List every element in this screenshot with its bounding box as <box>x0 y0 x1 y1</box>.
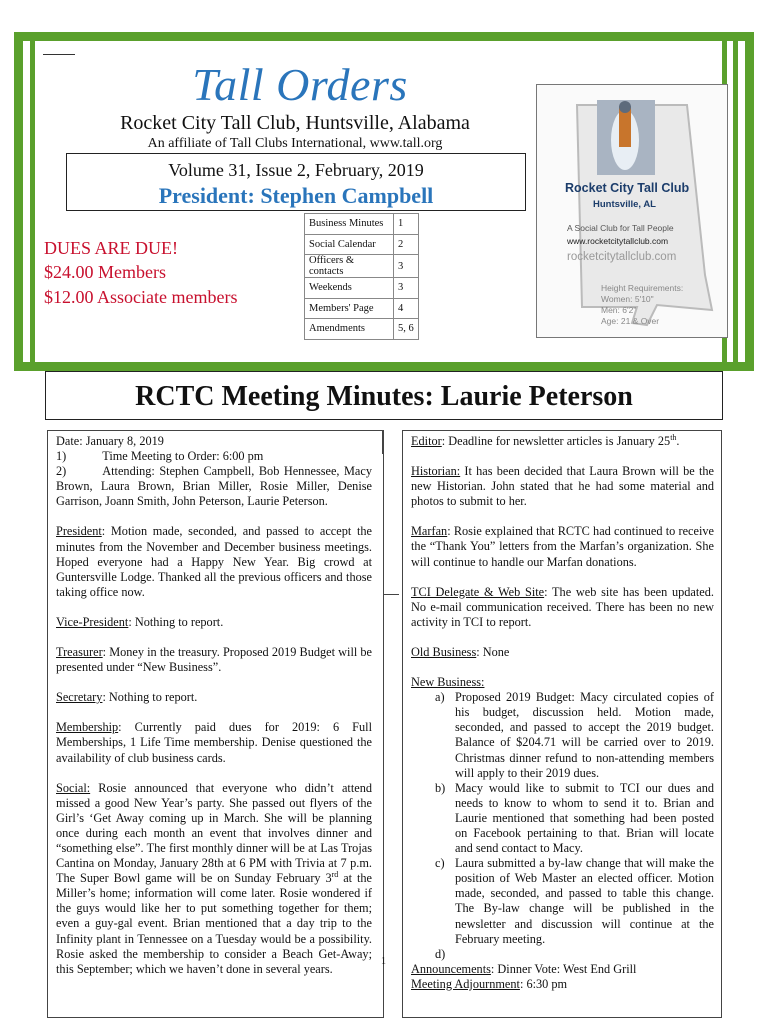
secretary-text: : Nothing to report. <box>102 690 198 705</box>
social-text: Rosie announced that everyone who didn’t attend missed a good New Year’s party. She passed out flyers of the Girl’s ‘Get Away coming up in March. She will be planning once during each month an event that involves dinner and “something else”. The first monthly dinner will be at Las Trojas Cantina on Monday, January 28th at 6 PM with Trivia at 7 p.m. The Super Bowl game will be on Sunday February 3 <box>56 780 372 886</box>
announcements <box>411 962 714 977</box>
social-report <box>56 781 372 977</box>
toc-row <box>305 298 419 319</box>
ad-requirements-title: Height Requirements: <box>601 283 684 293</box>
toc-row <box>305 255 419 278</box>
secretary-label: Secretary <box>56 690 103 705</box>
toc-row <box>305 214 419 235</box>
new-business-label: New Business: <box>411 675 485 690</box>
old-business <box>411 645 714 660</box>
president-report <box>56 524 372 599</box>
club-ad-image <box>536 84 728 338</box>
president-line: President: Stephen Campbell <box>158 183 434 208</box>
social-superscript: rd <box>331 870 339 880</box>
ad-url-large: rocketcitytallclub.com <box>567 251 677 263</box>
agenda-item-2-number: 2) <box>56 464 67 479</box>
vp-text: : Nothing to report. <box>128 614 224 629</box>
editor-end: . <box>676 434 680 448</box>
announcements-text: : Dinner Vote: West End Grill <box>490 961 637 976</box>
treasurer-text: : Money in the treasury. Proposed 2019 Budget will be presented under “New Business”. <box>56 645 372 675</box>
right-column <box>411 434 714 992</box>
left-column <box>56 434 372 977</box>
vp-report <box>56 615 372 630</box>
club-subtitle: Rocket City Tall Club, Huntsville, Alabama <box>120 112 470 134</box>
toc-name: Weekends <box>305 278 394 299</box>
ad-requirement-age: Age: 21 & Over <box>601 316 660 326</box>
adjournment-label: Meeting Adjournment <box>411 976 520 991</box>
ad-city: Huntsville, AL <box>593 199 656 210</box>
president-label: President <box>56 524 102 539</box>
new-business <box>411 675 714 690</box>
president-text: : Motion made, seconded, and passed to accept the minutes from the November and December business meetings. Hoped everyone had a Happy New Year. Big crowd at Guntersville Lodge. Thanked all the previous officers and those taking office now. <box>56 524 372 599</box>
toc-page: 4 <box>394 298 419 319</box>
toc-name: Members' Page <box>305 298 394 319</box>
editor-superscript: th <box>670 432 677 442</box>
adjournment-text: : 6:30 pm <box>519 976 568 991</box>
list-item-letter: a) <box>435 690 445 705</box>
historian-report <box>411 464 714 509</box>
rocket-icon <box>597 100 655 175</box>
marfan-report <box>411 524 714 569</box>
volume-line: Volume 31, Issue 2, February, 2019 <box>168 160 424 180</box>
marfan-label: Marfan <box>411 524 448 539</box>
toc-name: Business Minutes <box>305 214 394 235</box>
toc-page: 1 <box>394 214 419 235</box>
agenda-item-1 <box>56 449 372 464</box>
ad-url-small: www.rocketcitytallclub.com <box>567 236 669 246</box>
membership-text: : Currently paid dues for 2019: 6 Full Memberships, 1 Life Time membership. Denise questioned the availability of club business cards. <box>56 720 372 765</box>
masthead-right-stripe-1 <box>733 41 738 362</box>
toc-row <box>305 234 419 255</box>
tci-report <box>411 585 714 630</box>
dues-associate: $12.00 Associate members <box>44 287 238 307</box>
dues-members: $24.00 Members <box>44 262 166 282</box>
column-divider-top <box>382 430 384 454</box>
toc-row <box>305 319 419 340</box>
social-label: Social: <box>56 780 91 795</box>
affiliate-line: An affiliate of Tall Clubs International, www.tall.org <box>147 136 443 151</box>
toc-page: 3 <box>394 255 419 278</box>
table-of-contents <box>304 213 419 340</box>
membership-label: Membership <box>56 720 119 735</box>
new-business-list <box>411 690 714 962</box>
toc-page: 2 <box>394 234 419 255</box>
social-text-continued: at the Miller’s home; information will come later. Rosie wondered if the guys would like her to put something together for them; even a guy-gal event. Brian mentioned that a day trip to the Infinity plant in Tennessee on a Tuesday would be a possibility. Rosie asked the membership to consider a Beach Get-Away; this September; which we haven’t done in several years. <box>56 871 373 976</box>
list-item <box>435 690 714 781</box>
toc-name: Amendments <box>305 319 394 340</box>
editor-label: Editor <box>411 434 442 448</box>
list-item <box>435 780 714 856</box>
ad-tagline: A Social Club for Tall People <box>567 223 674 233</box>
historian-label: Historian: <box>411 464 461 479</box>
old-business-label: Old Business <box>411 644 477 659</box>
list-item-text: Macy would like to submit to TCI our dues and needs to know to whom to send it to. Brian and Laurie mentioned that something had been posted on Facebook pertaining to that. Brian will locate and send contact to Macy. <box>455 780 714 856</box>
membership-report <box>56 720 372 765</box>
vp-label: Vice-President <box>56 614 129 629</box>
ad-club-name: Rocket City Tall Club <box>565 181 690 195</box>
toc-row <box>305 278 419 299</box>
list-item-letter: c) <box>435 856 445 871</box>
announcements-label: Announcements <box>411 961 491 976</box>
masthead-left-stripe <box>30 41 35 362</box>
page-number: 1 <box>381 956 386 967</box>
dues-heading: DUES ARE DUE! <box>44 238 178 258</box>
agenda-item-2-text: Attending: Stephen Campbell, Bob Hennessee, Macy Brown, Laura Brown, Brian Miller, Rosie Miller, Denise Garrison, Joann Smith, John Peterson, Laurie Peterson. <box>56 464 372 509</box>
marfan-text: : Rosie explained that RCTC had continued to receive the “Thank You” letters from the Marfan’s organization. She will continue to handle our Marfan donations. <box>411 524 714 569</box>
agenda-item-2 <box>56 464 372 509</box>
masthead-right-border <box>745 32 754 371</box>
historian-text: It has been decided that Laura Brown will be the new Historian. John stated that he had some material and photos to submit to her. <box>411 464 714 509</box>
treasurer-label: Treasurer <box>56 645 103 660</box>
list-item-letter: d) <box>435 946 446 961</box>
masthead-left-border <box>14 32 23 371</box>
toc-name: Social Calendar <box>305 234 394 255</box>
tci-label: TCI Delegate & Web Site <box>411 584 545 599</box>
list-item <box>435 946 714 962</box>
secretary-report <box>56 690 372 705</box>
editor-report <box>411 434 714 449</box>
list-item-letter: b) <box>435 780 446 795</box>
toc-page: 3 <box>394 278 419 299</box>
ad-requirement-women: Women: 5'10" <box>601 294 654 304</box>
list-item-text: Proposed 2019 Budget: Macy circulated copies of his budget, discussion held. Motion made, seconded, and passed to accept the 2019 budget. Balance of $204.71 will be carried over to 2019. Christmas dinner refund to non-attending members will apply to their 2019 dues. <box>455 690 714 780</box>
column-divider-tick <box>383 594 399 595</box>
masthead-top-border <box>14 32 754 41</box>
masthead-bottom-border <box>14 362 754 371</box>
minutes-heading: RCTC Meeting Minutes: Laurie Peterson <box>45 371 723 420</box>
treasurer-report <box>56 645 372 675</box>
editor-text: : Deadline for newsletter articles is January 25 <box>441 434 671 448</box>
agenda-item-1-text: Time Meeting to Order: 6:00 pm <box>102 449 264 464</box>
toc-name: Officers & contacts <box>305 255 394 278</box>
old-business-text: : None <box>476 644 510 659</box>
corner-rule <box>43 54 75 55</box>
ad-requirement-men: Men: 6'2" <box>601 305 637 315</box>
agenda-item-1-number: 1) <box>56 449 67 464</box>
meeting-date: Date: January 8, 2019 <box>56 434 164 448</box>
adjournment <box>411 977 714 992</box>
list-item <box>435 856 714 947</box>
toc-page: 5, 6 <box>394 319 419 340</box>
list-item-text: Laura submitted a by-law change that will make the position of Web Master an elected officer. Motion made, seconded, and passed to table this change. The By-law change will be published in the newsletter and discussion will continue at the February meeting. <box>455 856 714 946</box>
newsletter-title: Tall Orders <box>192 59 408 110</box>
issue-box <box>66 153 526 211</box>
tci-text: : The web site has been updated. No e-mail communication received. There has been no new activity in TCI to report. <box>411 584 714 629</box>
